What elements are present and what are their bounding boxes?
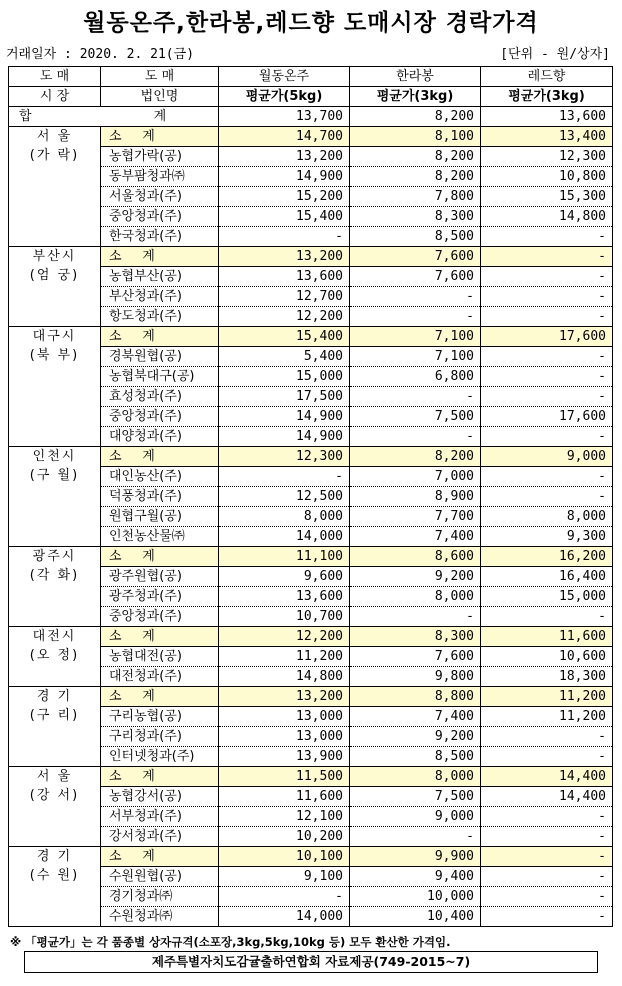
corp-name: 수원청과㈜: [101, 907, 219, 927]
header-market: 도 매: [9, 67, 101, 87]
corp-name: 서울청과(주): [101, 187, 219, 207]
price-value-3: -: [481, 287, 613, 307]
price-value-1: 14,800: [219, 667, 350, 687]
source-box: 제주특별자치도감귤출하연합회 자료제공(749-2015~7): [24, 951, 598, 973]
market-name: 대전시: [32, 629, 77, 644]
price-value-1: 11,100: [219, 547, 350, 567]
price-value-2: -: [350, 827, 481, 847]
market-location: (구 월): [29, 468, 80, 483]
price-value-1: 13,900: [219, 747, 350, 767]
corp-name: 부산청과(주): [101, 287, 219, 307]
subtotal-label: 소 계: [101, 547, 219, 567]
market-cell: [9, 447, 101, 547]
header-sub-3: 평균가(3kg): [481, 87, 613, 107]
price-value-3: -: [481, 887, 613, 907]
subtotal-row: [9, 687, 613, 707]
price-value-2: 10,400: [350, 907, 481, 927]
corp-name: 중앙청과(주): [101, 407, 219, 427]
price-value-1: 15,400: [219, 207, 350, 227]
price-value-2: 7,600: [350, 247, 481, 267]
market-name: 광주시: [32, 549, 77, 564]
price-value-3: -: [481, 387, 613, 407]
grand-total-value-2: 8,200: [350, 107, 481, 127]
subtotal-row: [9, 127, 613, 147]
price-value-1: 10,200: [219, 827, 350, 847]
price-value-3: -: [481, 467, 613, 487]
price-value-2: 8,900: [350, 487, 481, 507]
corp-name: 구리청과(주): [101, 727, 219, 747]
subtotal-label: 소 계: [101, 847, 219, 867]
grand-total-row: [9, 107, 613, 127]
corp-name: 인터넷청과(주): [101, 747, 219, 767]
price-value-3: 8,000: [481, 507, 613, 527]
price-value-2: 8,000: [350, 587, 481, 607]
corp-name: 경기청과㈜: [101, 887, 219, 907]
price-value-1: 14,000: [219, 907, 350, 927]
price-value-3: 15,000: [481, 587, 613, 607]
price-value-1: 14,900: [219, 427, 350, 447]
market-name: 서 울: [36, 769, 73, 784]
subtotal-label: 소 계: [101, 327, 219, 347]
price-value-1: 10,100: [219, 847, 350, 867]
corp-name: 원협구월(공): [101, 507, 219, 527]
market-name: 서 울: [36, 129, 73, 144]
price-value-2: 8,200: [350, 147, 481, 167]
price-value-3: -: [481, 747, 613, 767]
price-value-2: 9,900: [350, 847, 481, 867]
price-value-2: 8,800: [350, 687, 481, 707]
grand-total-value-1: 13,700: [219, 107, 350, 127]
corp-name: 대인농산(주): [101, 467, 219, 487]
price-value-3: -: [481, 367, 613, 387]
header-sub-1: 평균가(5kg): [219, 87, 350, 107]
price-value-1: 9,100: [219, 867, 350, 887]
market-location: (오 정): [29, 648, 80, 663]
market-location: (구 리): [29, 708, 80, 723]
price-value-2: -: [350, 427, 481, 447]
price-value-3: 13,400: [481, 127, 613, 147]
price-value-2: 7,600: [350, 647, 481, 667]
price-value-2: 7,400: [350, 527, 481, 547]
price-value-2: 7,700: [350, 507, 481, 527]
price-value-1: 13,000: [219, 707, 350, 727]
market-location: (가 락): [29, 148, 80, 163]
subtotal-label: 소 계: [101, 247, 219, 267]
corp-name: 광주청과(주): [101, 587, 219, 607]
subtotal-label: 소 계: [101, 447, 219, 467]
corp-name: 농협부산(공): [101, 267, 219, 287]
price-value-3: 10,600: [481, 647, 613, 667]
price-value-3: 18,300: [481, 667, 613, 687]
price-value-3: 11,200: [481, 707, 613, 727]
subtotal-row: [9, 767, 613, 787]
price-value-1: 11,600: [219, 787, 350, 807]
header-corp: 도 매: [101, 67, 219, 87]
corp-name: 농협대전(공): [101, 647, 219, 667]
price-value-2: 9,400: [350, 867, 481, 887]
grand-total-label-b: 계: [153, 109, 169, 124]
corp-name: 강서청과(주): [101, 827, 219, 847]
price-value-3: -: [481, 807, 613, 827]
price-value-2: 8,500: [350, 227, 481, 247]
market-cell: [9, 627, 101, 687]
corp-name: 중앙청과(주): [101, 607, 219, 627]
market-cell: [9, 127, 101, 247]
corp-name: 동부팜청과㈜: [101, 167, 219, 187]
price-value-2: 6,800: [350, 367, 481, 387]
price-value-2: 8,300: [350, 627, 481, 647]
price-value-1: 12,200: [219, 627, 350, 647]
market-location: (강 서): [29, 788, 80, 803]
price-value-1: 5,400: [219, 347, 350, 367]
market-name: 부산시: [32, 249, 77, 264]
price-value-3: -: [481, 907, 613, 927]
price-table: [8, 66, 613, 927]
subtotal-row: [9, 847, 613, 867]
price-value-1: 14,700: [219, 127, 350, 147]
price-value-1: 12,700: [219, 287, 350, 307]
price-value-3: 12,300: [481, 147, 613, 167]
price-value-1: 12,100: [219, 807, 350, 827]
subtotal-label: 소 계: [101, 127, 219, 147]
price-value-1: 15,400: [219, 327, 350, 347]
corp-name: 인천농산물㈜: [101, 527, 219, 547]
price-value-1: 17,500: [219, 387, 350, 407]
price-value-2: -: [350, 607, 481, 627]
corp-name: 수원원협(공): [101, 867, 219, 887]
price-value-1: -: [219, 227, 350, 247]
price-value-2: 9,800: [350, 667, 481, 687]
price-value-3: -: [481, 227, 613, 247]
price-value-2: 8,300: [350, 207, 481, 227]
corp-name: 서부청과(주): [101, 807, 219, 827]
price-value-1: 14,900: [219, 167, 350, 187]
price-value-1: 14,900: [219, 407, 350, 427]
market-cell: [9, 687, 101, 767]
price-value-3: 17,600: [481, 407, 613, 427]
corp-name: 광주원협(공): [101, 567, 219, 587]
price-value-3: -: [481, 307, 613, 327]
price-value-3: -: [481, 247, 613, 267]
header-product-2: 한라봉: [350, 67, 481, 87]
market-cell: [9, 847, 101, 927]
price-value-1: 15,000: [219, 367, 350, 387]
price-value-3: -: [481, 427, 613, 447]
subtotal-row: [9, 327, 613, 347]
corp-name: 중앙청과(주): [101, 207, 219, 227]
price-value-2: 9,200: [350, 567, 481, 587]
price-value-3: 16,200: [481, 547, 613, 567]
corp-name: 한국청과(주): [101, 227, 219, 247]
price-value-3: 15,300: [481, 187, 613, 207]
market-name: 경 기: [36, 689, 73, 704]
header-product-3: 레드향: [481, 67, 613, 87]
price-value-3: 14,400: [481, 767, 613, 787]
market-location: (북 부): [29, 348, 80, 363]
grand-total-value-3: 13,600: [481, 107, 613, 127]
price-value-3: -: [481, 487, 613, 507]
price-value-1: 8,000: [219, 507, 350, 527]
market-location: (수 원): [29, 868, 80, 883]
corp-name: 농협강서(공): [101, 787, 219, 807]
price-value-1: 13,600: [219, 587, 350, 607]
price-value-2: 9,200: [350, 727, 481, 747]
price-value-3: 9,300: [481, 527, 613, 547]
price-value-1: -: [219, 467, 350, 487]
price-value-1: 15,200: [219, 187, 350, 207]
subtotal-label: 소 계: [101, 627, 219, 647]
price-value-1: 12,500: [219, 487, 350, 507]
corp-name: 경북원협(공): [101, 347, 219, 367]
market-name: 경 기: [36, 849, 73, 864]
price-value-3: -: [481, 267, 613, 287]
market-location: (엄 궁): [29, 268, 80, 283]
market-location: (각 화): [29, 568, 80, 583]
header-product-1: 월동온주: [219, 67, 350, 87]
price-value-2: 8,200: [350, 167, 481, 187]
subtotal-row: [9, 447, 613, 467]
price-value-2: 10,000: [350, 887, 481, 907]
price-value-3: -: [481, 847, 613, 867]
price-value-3: 14,400: [481, 787, 613, 807]
corp-name: 항도청과(주): [101, 307, 219, 327]
market-name: 인천시: [32, 449, 77, 464]
price-value-1: 9,600: [219, 567, 350, 587]
price-value-3: 11,200: [481, 687, 613, 707]
price-value-3: 14,800: [481, 207, 613, 227]
price-value-2: 7,600: [350, 267, 481, 287]
corp-name: 효성청과(주): [101, 387, 219, 407]
price-value-1: 12,300: [219, 447, 350, 467]
corp-name: 대양청과(주): [101, 427, 219, 447]
corp-name: 농협북대구(공): [101, 367, 219, 387]
price-value-1: 13,600: [219, 267, 350, 287]
price-value-1: 14,000: [219, 527, 350, 547]
price-value-2: 7,100: [350, 327, 481, 347]
price-value-2: -: [350, 387, 481, 407]
price-value-1: 13,200: [219, 687, 350, 707]
price-value-2: 7,500: [350, 407, 481, 427]
price-value-2: 8,000: [350, 767, 481, 787]
price-value-1: 11,500: [219, 767, 350, 787]
subtotal-label: 소 계: [101, 767, 219, 787]
subtotal-row: [9, 547, 613, 567]
price-value-2: 7,000: [350, 467, 481, 487]
price-value-1: 11,200: [219, 647, 350, 667]
price-value-1: 10,700: [219, 607, 350, 627]
market-cell: [9, 327, 101, 447]
price-value-3: -: [481, 607, 613, 627]
corp-name: 구리농협(공): [101, 707, 219, 727]
price-value-3: -: [481, 867, 613, 887]
price-value-2: 7,400: [350, 707, 481, 727]
price-value-2: -: [350, 307, 481, 327]
subtotal-row: [9, 247, 613, 267]
price-value-3: 17,600: [481, 327, 613, 347]
subtotal-label: 소 계: [101, 687, 219, 707]
price-value-3: -: [481, 347, 613, 367]
price-value-1: 12,200: [219, 307, 350, 327]
price-value-2: 7,100: [350, 347, 481, 367]
price-value-3: 10,800: [481, 167, 613, 187]
trade-date: 거래일자 : 2020. 2. 21(금): [6, 47, 195, 62]
price-value-1: 13,200: [219, 247, 350, 267]
price-value-2: 8,100: [350, 127, 481, 147]
price-value-3: 11,600: [481, 627, 613, 647]
price-value-2: -: [350, 287, 481, 307]
price-value-1: -: [219, 887, 350, 907]
price-value-2: 7,800: [350, 187, 481, 207]
header-market-2: 시 장: [9, 87, 101, 107]
market-cell: [9, 547, 101, 627]
price-value-2: 8,200: [350, 447, 481, 467]
price-value-1: 13,200: [219, 147, 350, 167]
price-value-3: 16,400: [481, 567, 613, 587]
price-value-1: 13,000: [219, 727, 350, 747]
market-cell: [9, 767, 101, 847]
page-title: 월동온주,한라봉,레드향 도매시장 경락가격: [83, 10, 539, 36]
price-value-2: 8,500: [350, 747, 481, 767]
grand-total-label-a: 합: [19, 109, 34, 124]
header-sub-2: 평균가(3kg): [350, 87, 481, 107]
price-value-3: -: [481, 827, 613, 847]
footnote: ※ 「평균가」는 각 품종별 상자규격(소포장,3kg,5kg,10kg 등) 모두 환산한 가격임.: [10, 935, 451, 949]
corp-name: 대전청과(주): [101, 667, 219, 687]
price-value-3: -: [481, 727, 613, 747]
price-value-2: 8,600: [350, 547, 481, 567]
unit-label: [단위 - 원/상자]: [500, 47, 610, 62]
price-value-2: 9,000: [350, 807, 481, 827]
market-cell: [9, 247, 101, 327]
corp-name: 덕풍청과(주): [101, 487, 219, 507]
subtotal-row: [9, 627, 613, 647]
price-value-3: 9,000: [481, 447, 613, 467]
corp-name: 농협가락(공): [101, 147, 219, 167]
grand-total-label: [9, 107, 219, 127]
market-name: 대구시: [32, 329, 77, 344]
price-value-2: 7,500: [350, 787, 481, 807]
header-corp-2: 법인명: [101, 87, 219, 107]
